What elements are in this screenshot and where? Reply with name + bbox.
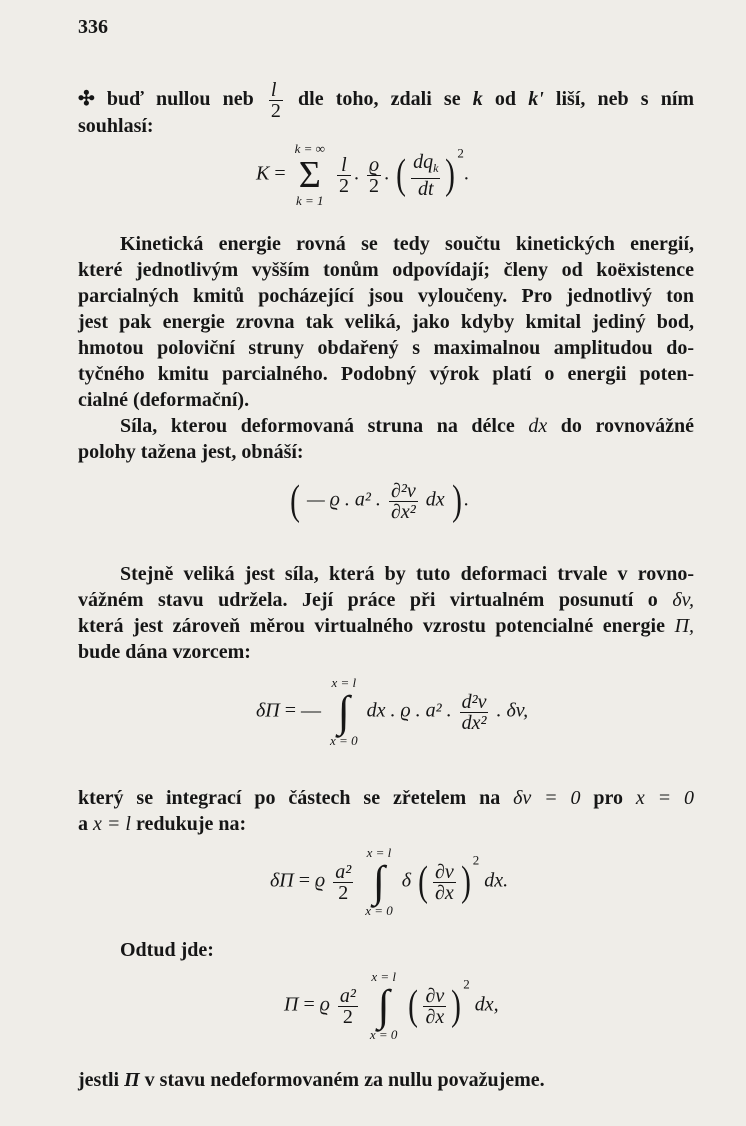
numerator: a² (339, 984, 356, 1007)
text-span: které jednotlivým vyšším tonům odpovídají; členy od koëxistence (78, 259, 694, 281)
text-line (78, 588, 694, 612)
numerator: d²v (461, 690, 487, 713)
integral-operator (330, 676, 358, 748)
sum-operator (295, 142, 325, 208)
var-l: l (270, 79, 277, 101)
denominator: dx² (461, 711, 487, 734)
integrand-suffix: . δv, (496, 699, 529, 722)
integral-lower-limit: x = 0 (369, 1027, 398, 1042)
paren-left: ( (418, 859, 428, 905)
text-line (78, 786, 694, 810)
text-span: a (78, 813, 88, 835)
denominator: 2 (333, 882, 353, 903)
text-span: souhlasí: (78, 115, 154, 137)
text-span: jest pak energie zrovna tak veliká, jako kdyby kmital jediný bod, (78, 311, 694, 333)
fraction-l-2 (337, 155, 351, 196)
dqk: dq (413, 150, 434, 173)
integral-upper-limit: x = l (331, 675, 357, 690)
numerator: ∂v (435, 860, 454, 883)
text-line (78, 1068, 694, 1092)
var-l: l (341, 153, 347, 176)
fraction-dqk-dt (411, 152, 440, 199)
denominator: ∂x (435, 881, 454, 904)
exponent-2: 2 (463, 976, 470, 992)
subscript-k: k (433, 160, 439, 175)
delta-pi: δΠ (270, 869, 294, 892)
integral-upper-limit: x = l (371, 969, 396, 984)
condition: x = 0 (635, 787, 695, 809)
denominator: ∂x² (390, 500, 416, 523)
var-pi: Π (124, 1069, 140, 1091)
text-line (78, 812, 694, 836)
text-span: polohy tažena jest, obnáší: (78, 441, 304, 463)
text-line (78, 440, 694, 464)
sum-lower-limit: k = 1 (296, 193, 324, 208)
equation-virtual-work (256, 676, 528, 748)
text-span: pro (593, 787, 624, 809)
paren-right: ) (445, 152, 456, 198)
condition: δv = 0 (513, 787, 581, 809)
text-line (78, 614, 694, 638)
text-line (78, 562, 694, 586)
num-2: 2 (338, 174, 349, 197)
equals-sign: = (284, 699, 297, 722)
text-line (78, 114, 694, 138)
delta: δ (401, 869, 412, 892)
text-line (78, 232, 694, 256)
paren-right: ) (451, 983, 462, 1029)
var-pi: Π (284, 993, 299, 1016)
integral-lower-limit: x = 0 (330, 733, 358, 748)
fraction-d2v-dx2 (389, 481, 418, 522)
var-rho: ϱ (319, 993, 330, 1016)
integral-operator (370, 970, 398, 1042)
equation-reduced (270, 846, 508, 918)
fraction-a2-2 (338, 986, 358, 1027)
text-span: parcialných kmitů pocházející jsou vyloučeny. Pro jednotlivý ton (78, 285, 694, 307)
exponent-2: 2 (472, 852, 480, 868)
denominator: 2 (338, 1006, 358, 1027)
text-span: v stavu nedeformovaném za nullu považujeme. (144, 1069, 545, 1091)
paren-left: ( (396, 152, 406, 198)
text-line (78, 362, 694, 386)
equation-kinetic-energy: K = k = ∞ Σ k = 1 $\frac{l}{2}$ . $\frac{ϱ}{2}$ . ( $\frac{dq_k}{dt}$ ) $^2$. (256, 141, 469, 208)
text-span: tyčného kmitu parcialného. Podobný výrok platí o energii poten- (78, 363, 694, 385)
integral-symbol: ∫ (377, 981, 390, 1030)
text-span: Kinetická energie rovná se tedy součtu kinetických energií, (120, 233, 694, 255)
text-line (78, 414, 694, 438)
text-span: do rovnovážné (560, 415, 695, 437)
equals-sign: = (303, 993, 315, 1016)
var-K: K (256, 162, 270, 185)
text-span: hmotou poloviční struny obdařený s maximalnou amplitudou do- (78, 337, 694, 359)
var-dx: dx (425, 488, 445, 511)
numerator: ∂v (425, 984, 445, 1007)
text-line (78, 336, 694, 360)
equation-potential-energy (284, 970, 499, 1042)
text-span: bude dána vzorcem: (78, 641, 251, 663)
integral-operator (365, 846, 393, 918)
text-span: liší, neb s ním (555, 88, 695, 111)
differential: dx, (474, 993, 499, 1016)
var-pi: Π, (674, 615, 695, 637)
integral-symbol: ∫ (372, 857, 385, 906)
denominator: ∂x (425, 1005, 445, 1028)
integral-lower-limit: x = 0 (365, 903, 393, 918)
var-rho: ϱ (368, 153, 380, 176)
var-k: k (472, 88, 483, 111)
text-line (78, 284, 694, 308)
fraction-dv-dx (433, 862, 456, 903)
delta-v: δv, (672, 589, 695, 611)
numerator: a² (335, 860, 352, 883)
fraction-dv-dx (423, 986, 446, 1027)
exponent-2: 2 (457, 145, 464, 161)
sum-symbol: Σ (298, 154, 321, 196)
text-span: která jest zároveň měrou virtualného vzrostu potencialné energie (78, 615, 665, 637)
fraction-d2v-dx2 (460, 692, 489, 733)
text-span: ✣ buď nullou neb (78, 88, 254, 111)
var-dx: dx (528, 415, 548, 437)
text-line (78, 938, 694, 962)
text-span: cialné (deformační). (78, 389, 250, 411)
num-2: 2 (270, 100, 281, 122)
text-span: dle toho, zdali se (298, 88, 461, 111)
minus-sign: — (301, 699, 322, 722)
delta-pi: δΠ (256, 699, 280, 722)
numerator: ∂²v (390, 479, 416, 502)
text-span: redukuje na: (135, 813, 247, 835)
text-span: Síla, kterou deformovaná struna na délce (120, 415, 515, 437)
text-span: jestli (78, 1069, 120, 1091)
paren-left: ( (408, 983, 419, 1029)
equals-sign: = (274, 162, 286, 185)
dt: dt (417, 177, 434, 200)
fraction-rho-2 (367, 155, 381, 196)
text-span: který se integrací po částech se zřetelem na (78, 787, 501, 809)
text-line (78, 310, 694, 334)
var-k-prime: k' (528, 88, 544, 111)
rho-a-squared: — ϱ . a² . (307, 488, 381, 511)
text-span: Stejně veliká jest síla, která by tuto deformaci trvale v rovno- (120, 563, 694, 585)
text-span: od (494, 88, 517, 111)
integrand-prefix: dx . ϱ . a² . (366, 699, 452, 722)
text-span: Odtud jde: (120, 939, 214, 961)
equation-force: ( — ϱ . a² . $\frac{\text{∂²v}}{\text{∂x²}}$ dx ) . (290, 478, 469, 524)
paren-right: ) (451, 478, 462, 524)
var-rho: ϱ (315, 869, 326, 892)
text-line (78, 640, 694, 664)
condition: x = l (93, 813, 131, 835)
fraction-a2-2 (333, 862, 353, 903)
text-line (78, 258, 694, 282)
text-span: vážném stavu udržela. Její práce při virtualném posunutí o (78, 589, 658, 611)
paren-right: ) (460, 859, 471, 905)
paren-left: ( (290, 478, 300, 524)
num-2: 2 (367, 175, 381, 196)
integral-symbol: ∫ (337, 687, 350, 736)
sum-upper-limit: k = ∞ (294, 141, 325, 156)
differential: dx. (484, 869, 509, 892)
text-line (78, 388, 694, 412)
integral-upper-limit: x = l (366, 845, 392, 860)
page-number: 336 (78, 16, 108, 38)
equals-sign: = (298, 869, 311, 892)
